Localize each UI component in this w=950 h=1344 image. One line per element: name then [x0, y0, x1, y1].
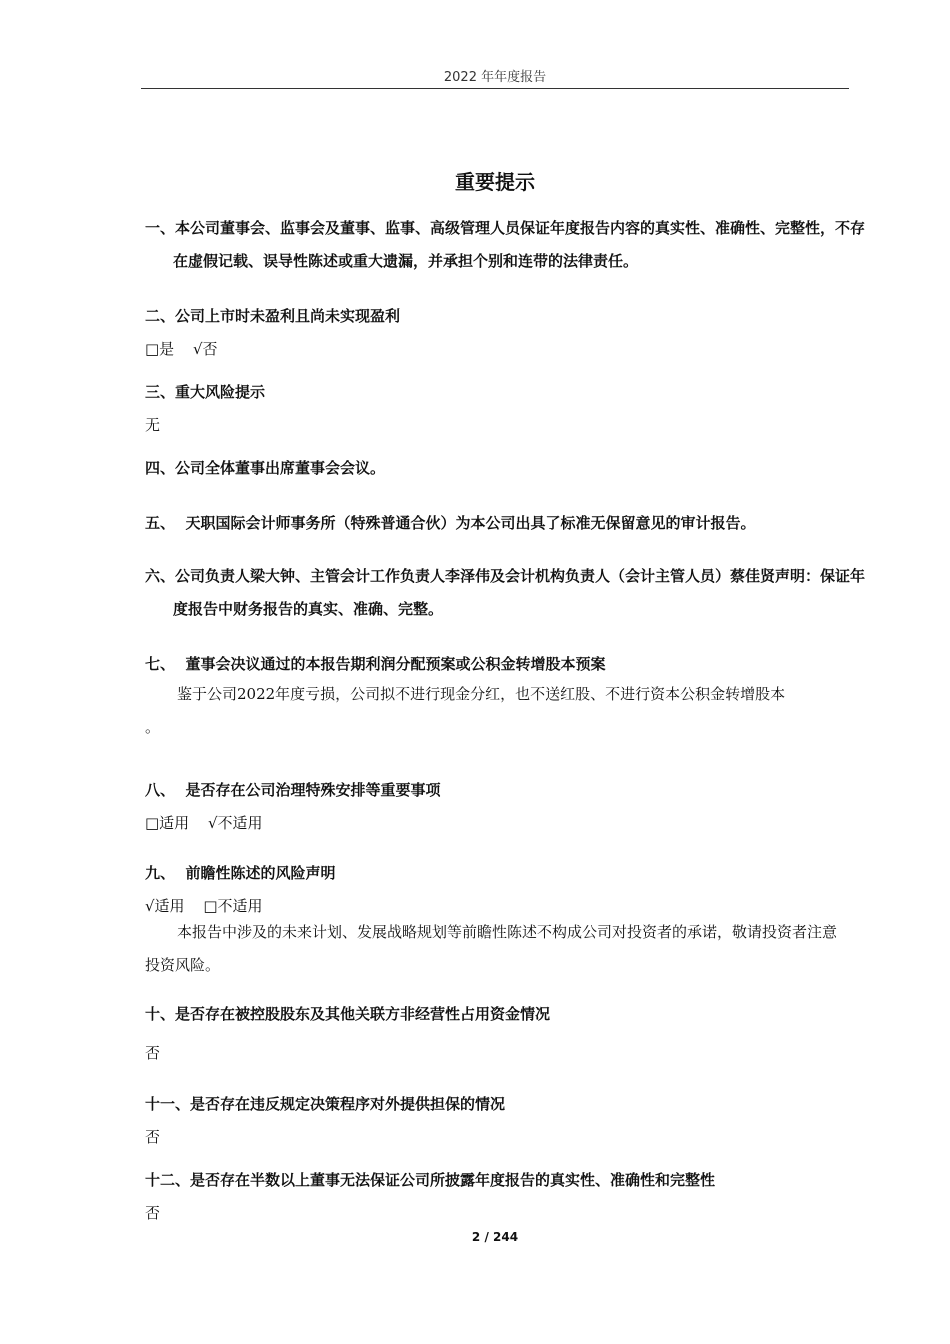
section-5-heading: 五、 天职国际会计师事务所（特殊普通合伙）为本公司出具了标准无保留意见的审计报告。	[145, 514, 756, 532]
section-12-answer: 否	[145, 1204, 161, 1222]
section-1-text: 一、本公司董事会、监事会及董事、监事、高级管理人员保证年度报告内容的真实性、准确性、完整性，不存在虚假记载、误导性陈述或重大遗漏，并承担个别和连带的法律责任。	[145, 219, 866, 270]
option-yes: □是	[145, 340, 175, 358]
page-title: 重要提示	[455, 170, 535, 194]
section-3-answer: 无	[145, 416, 161, 434]
option-no: √否	[192, 340, 218, 358]
section-10-answer: 否	[145, 1044, 161, 1062]
section-9-options	[145, 895, 850, 916]
section-4-heading: 四、公司全体董事出席董事会会议。	[145, 459, 386, 477]
section-3-heading: 三、重大风险提示	[145, 383, 266, 401]
section-11-heading: 十一、是否存在违反规定决策程序对外提供担保的情况	[145, 1095, 506, 1113]
section-9-heading: 九、 前瞻性陈述的风险声明	[145, 864, 336, 882]
section-11-answer: 否	[145, 1128, 161, 1146]
section-10-heading: 十、是否存在被控股股东及其他关联方非经营性占用资金情况	[145, 1005, 551, 1023]
section-6-text: 六、公司负责人梁大钟、主管会计工作负责人李泽伟及会计机构负责人（会计主管人员）蔡佳贤声明：保证年度报告中财务报告的真实、准确、完整。	[145, 567, 866, 618]
section-2-options	[145, 338, 850, 359]
section-8-heading: 八、 是否存在公司治理特殊安排等重要事项	[145, 781, 441, 799]
section-7-body: 鉴于公司2022年度亏损，公司拟不进行现金分红，也不送红股、不进行资本公积金转增股本	[177, 685, 786, 703]
section-2-heading: 二、公司上市时未盈利且尚未实现盈利	[145, 307, 401, 325]
option-not-applicable: □不适用	[203, 897, 263, 915]
running-header: 2022 年年度报告	[443, 70, 547, 85]
page-number: 2 / 244	[471, 1230, 519, 1244]
section-9-body: 本报告中涉及的未来计划、发展战略规划等前瞻性陈述不构成公司对投资者的承诺，敬请投资者注意投资风险。	[145, 923, 838, 974]
option-applicable: □适用	[145, 814, 190, 832]
section-7-tail: 。	[145, 718, 161, 736]
section-8-options	[145, 812, 850, 833]
section-7-heading: 七、 董事会决议通过的本报告期利润分配预案或公积金转增股本预案	[145, 655, 606, 673]
option-applicable: √适用	[145, 897, 185, 915]
header-divider	[141, 88, 849, 89]
section-12-heading: 十二、是否存在半数以上董事无法保证公司所披露年度报告的真实性、准确性和完整性	[145, 1171, 716, 1189]
option-not-applicable: √不适用	[207, 814, 263, 832]
